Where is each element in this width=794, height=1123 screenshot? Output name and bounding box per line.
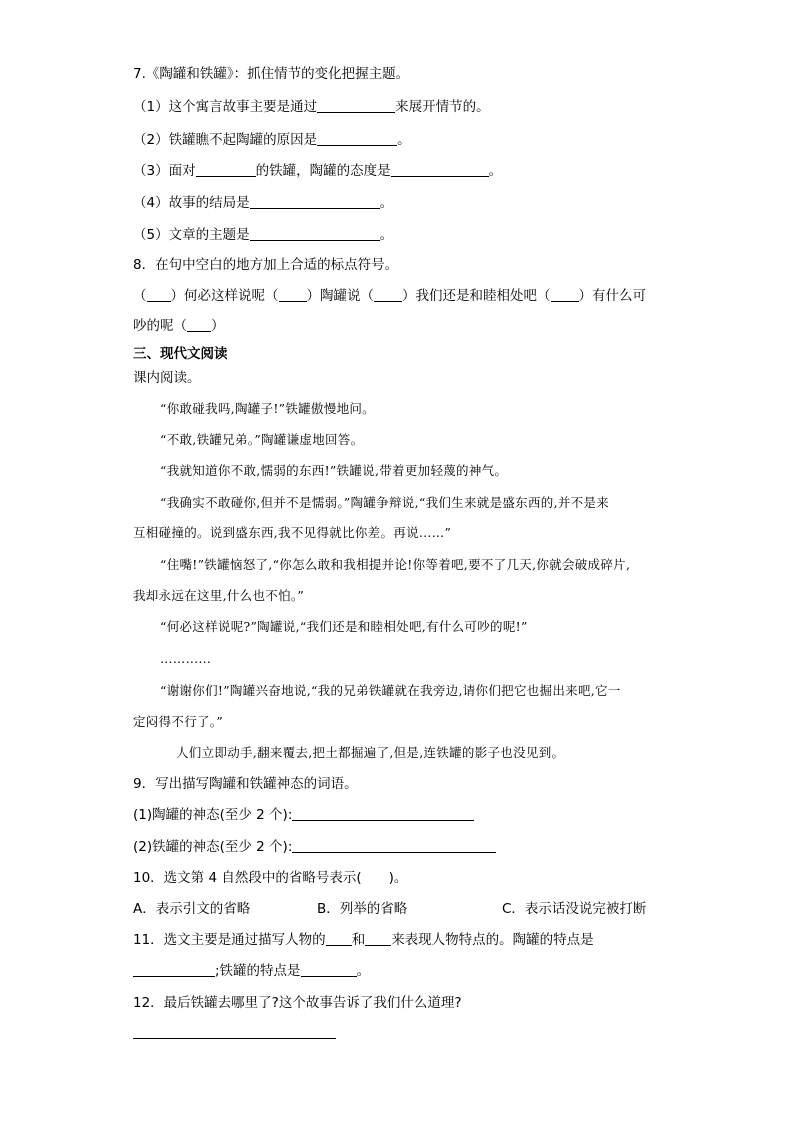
q12-title: 12．最后铁罐去哪里了?这个故事告诉了我们什么道理? bbox=[133, 995, 462, 1011]
q8-blank-5[interactable] bbox=[187, 317, 211, 332]
q8-line-2 bbox=[133, 317, 225, 335]
q11-blank-3[interactable] bbox=[133, 962, 215, 977]
q11-blank-2[interactable] bbox=[365, 931, 391, 946]
q7-item-5-text: （5）文章的主题是 bbox=[133, 227, 250, 243]
q11-text-3: 来表现人物特点的。陶罐的特点是 bbox=[391, 932, 594, 948]
passage-p5-b: 我却永远在这里,什么也不怕。” bbox=[133, 588, 305, 603]
q7-item-2-text: （2）铁罐瞧不起陶罐的原因是 bbox=[133, 132, 318, 148]
q7-item-4 bbox=[133, 194, 393, 212]
q9-item-2 bbox=[133, 838, 496, 856]
q11-text-5: 。 bbox=[356, 963, 371, 979]
passage-p4-a: “我确实不敢碰你,但并不是懦弱。”陶罐争辩说,“我们生来就是盛东西的,并不是来 bbox=[160, 495, 610, 510]
q7-item-5-post: 。 bbox=[379, 227, 394, 243]
q8-text-7: ） bbox=[211, 318, 225, 334]
q8-text-5: ）有什么可 bbox=[578, 288, 646, 304]
q8-text-1: （ bbox=[133, 288, 147, 304]
q7-item-3-blank-2[interactable] bbox=[391, 162, 489, 177]
q7-item-5 bbox=[133, 226, 393, 244]
q8-text-6: 吵的呢（ bbox=[133, 318, 187, 334]
q7-title: 7.《陶罐和铁罐》：抓住情节的变化把握主题。 bbox=[133, 66, 410, 82]
q7-item-2-blank[interactable] bbox=[317, 131, 397, 146]
q8-blank-4[interactable] bbox=[551, 287, 579, 302]
passage-p7-a: “谢谢你们!”陶罐兴奋地说,“我的兄弟铁罐就在我旁边,请你们把它也掘出来吧,它一 bbox=[160, 683, 621, 698]
q10-option-a[interactable]: A．表示引文的省略 bbox=[133, 901, 251, 917]
q12-answer-line[interactable] bbox=[133, 1037, 336, 1039]
q7-item-1 bbox=[133, 98, 490, 116]
q8-text-3: ）陶罐说（ bbox=[306, 288, 374, 304]
q10-title: 10．选文第 4 自然段中的省略号表示( )。 bbox=[133, 870, 408, 886]
q7-item-1-post: 来展开情节的。 bbox=[395, 99, 490, 115]
q7-item-1-text: （1）这个寓言故事主要是通过 bbox=[133, 99, 318, 115]
q10-option-b[interactable]: B．列举的省略 bbox=[317, 901, 408, 917]
q7-item-3-blank-1[interactable] bbox=[196, 162, 256, 177]
section-3-heading: 三、现代文阅读 bbox=[133, 346, 228, 362]
q11-line-1 bbox=[133, 931, 594, 949]
q7-item-4-blank[interactable] bbox=[250, 194, 380, 209]
passage-p5-a: “住嘴!”铁罐恼怒了,“你怎么敢和我相提并论!你等着吧,要不了几天,你就会破成碎片, bbox=[160, 557, 631, 572]
passage-p3: “我就知道你不敢,懦弱的东西!”铁罐说,带着更加轻蔑的神气。 bbox=[160, 463, 508, 478]
q9-item-1-text: (1)陶罐的神态(至少 2 个): bbox=[133, 807, 293, 823]
q9-title: 9．写出描写陶罐和铁罐神态的词语。 bbox=[133, 776, 358, 792]
q8-blank-1[interactable] bbox=[147, 287, 171, 302]
q7-item-3 bbox=[133, 162, 502, 180]
q7-item-5-blank[interactable] bbox=[250, 226, 380, 241]
q8-line-1 bbox=[133, 287, 646, 305]
q11-blank-4[interactable] bbox=[301, 962, 357, 977]
q8-text-2: ）何必这样说呢（ bbox=[170, 288, 279, 304]
q8-blank-3[interactable] bbox=[374, 287, 402, 302]
q7-item-2-post: 。 bbox=[397, 132, 411, 148]
q9-item-1-blank[interactable] bbox=[292, 806, 474, 821]
q9-item-1 bbox=[133, 806, 474, 824]
q8-text-4: ）我们还是和睦相处吧（ bbox=[402, 288, 551, 304]
passage-p1: “你敢碰我吗,陶罐子!”铁罐傲慢地问。 bbox=[160, 401, 375, 416]
q9-item-2-text: (2)铁罐的神态(至少 2 个): bbox=[133, 839, 293, 855]
q11-line-2 bbox=[133, 962, 370, 980]
q11-text-1: 11．选文主要是通过描写人物的 bbox=[133, 932, 326, 948]
passage-p2: “不敢,铁罐兄弟。”陶罐谦虚地回答。 bbox=[160, 432, 364, 447]
q11-text-4: ;铁罐的特点是 bbox=[215, 963, 301, 979]
q9-item-2-blank[interactable] bbox=[292, 838, 496, 853]
q7-item-4-post: 。 bbox=[379, 195, 394, 211]
q8-blank-2[interactable] bbox=[279, 287, 307, 302]
section-3-intro: 课内阅读。 bbox=[133, 370, 201, 386]
q7-item-2 bbox=[133, 131, 411, 149]
q7-item-3-text: （3）面对 bbox=[133, 163, 196, 179]
passage-p7-b: 定闷得不行了。” bbox=[133, 714, 224, 729]
q11-blank-1[interactable] bbox=[326, 931, 352, 946]
q7-item-1-blank[interactable] bbox=[317, 98, 395, 113]
q10-option-c[interactable]: C．表示话没说完被打断 bbox=[502, 901, 647, 917]
passage-p6: “何必这样说呢?”陶罐说,“我们还是和睦相处吧,有什么可吵的呢!” bbox=[160, 619, 528, 634]
passage-p4-b: 互相碰撞的。说到盛东西,我不见得就比你差。再说……” bbox=[133, 525, 452, 540]
q11-text-2: 和 bbox=[351, 932, 366, 948]
q8-title: 8．在句中空白的地方加上合适的标点符号。 bbox=[133, 257, 399, 273]
q7-item-3-mid: 的铁罐，陶罐的态度是 bbox=[255, 163, 391, 179]
passage-p8: 人们立即动手,翻来覆去,把土都掘遍了,但是,连铁罐的影子也没见到。 bbox=[176, 745, 565, 760]
q7-item-3-post: 。 bbox=[488, 163, 503, 179]
q7-item-4-text: （4）故事的结局是 bbox=[133, 195, 250, 211]
passage-ellipsis: ………… bbox=[160, 651, 212, 666]
